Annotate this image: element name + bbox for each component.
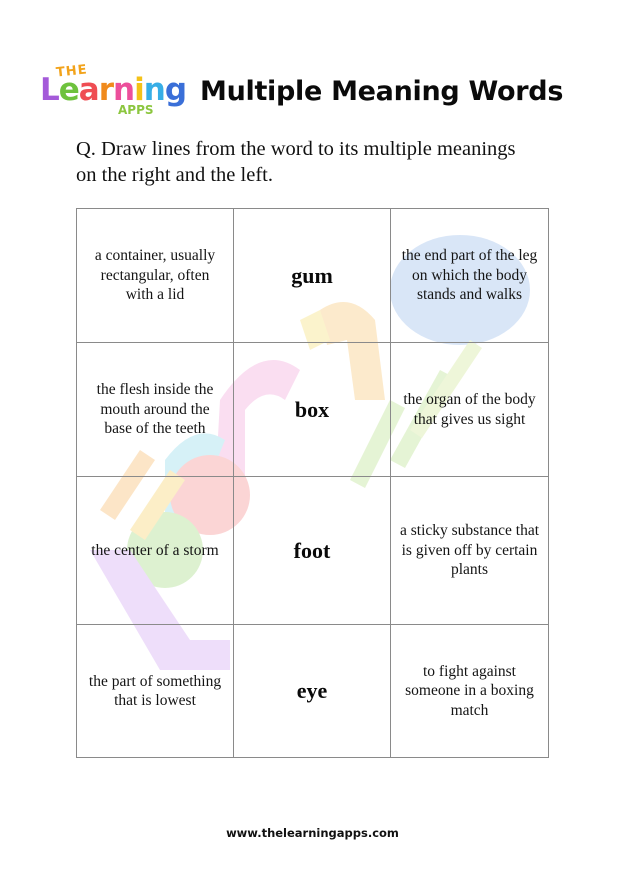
word-cell: foot [234,477,391,625]
matching-table [76,208,549,758]
meaning-right-cell: the organ of the body that gives us sight [391,343,549,477]
footer-website-url: www.thelearningapps.com [226,826,399,840]
word-cell: gum [234,209,391,343]
word-cell: eye [234,625,391,758]
question-instructions [76,136,576,188]
page-title: Multiple Meaning Words [200,76,564,107]
table-row [77,477,549,625]
logo-learning-text: Learning [40,72,187,108]
word-cell: box [234,343,391,477]
logo-apps-text: APPS [118,103,154,117]
question-line-1: Q. Draw lines from the word to its multiple meanings [76,138,516,160]
meaning-left-cell: the flesh inside the mouth around the base of the teeth [77,343,234,477]
meaning-left-cell: the center of a storm [77,477,234,625]
learning-apps-logo [38,62,188,124]
table-row [77,625,549,758]
logo-the-text: THE [55,62,89,81]
meaning-left-cell: the part of something that is lowest [77,625,234,758]
meaning-left-cell: a container, usually rectangular, often with a lid [77,209,234,343]
meaning-right-cell: a sticky substance that is given off by certain plants [391,477,549,625]
meaning-right-cell: to fight against someone in a boxing match [391,625,549,758]
table-row [77,209,549,343]
meaning-right-cell: the end part of the leg on which the body stands and walks [391,209,549,343]
page-header [38,62,598,122]
table-row [77,343,549,477]
question-line-2: on the right and the left. [76,164,273,186]
